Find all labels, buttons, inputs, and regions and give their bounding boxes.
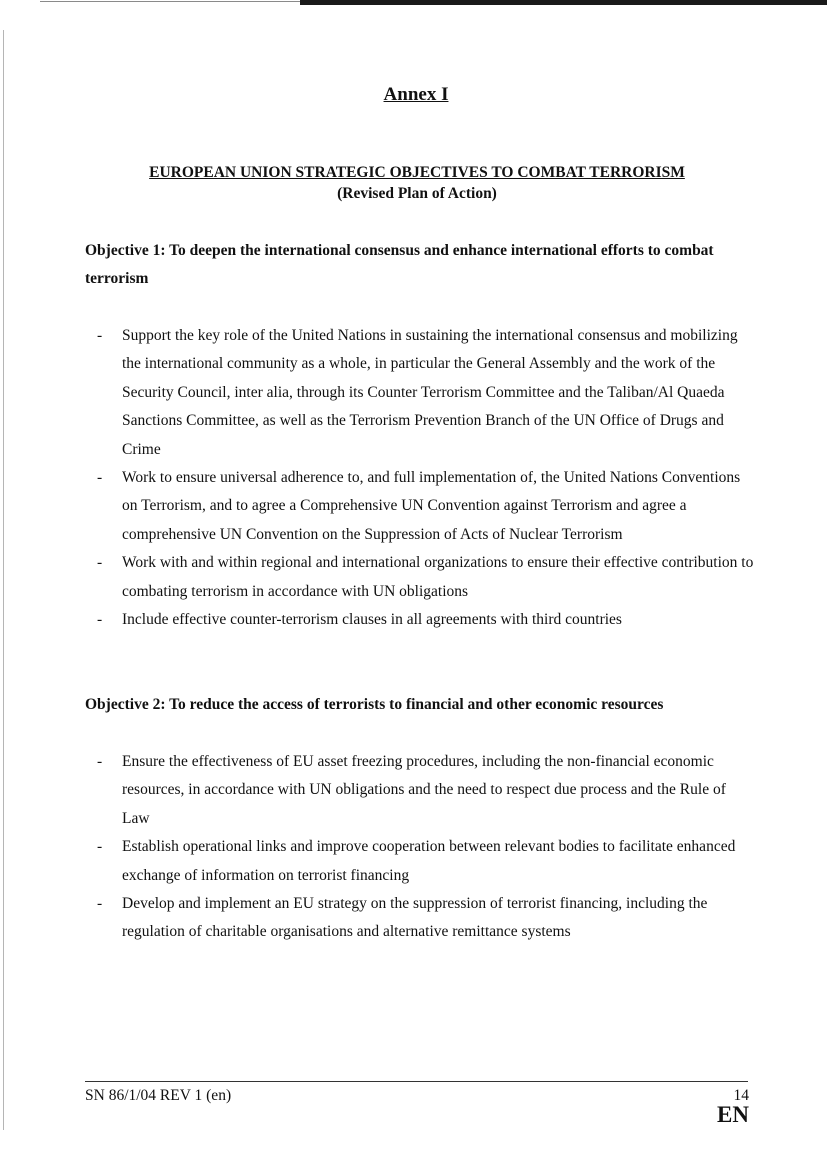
list-item: [94, 833, 754, 890]
annex-title: Annex I: [383, 84, 449, 105]
document-heading: EUROPEAN UNION STRATEGIC OBJECTIVES TO COMBAT TERRORISM: [149, 164, 685, 181]
top-border-thin: [40, 1, 300, 2]
bullet-dash: -: [97, 327, 103, 344]
footer-divider: [85, 1081, 748, 1082]
list-item: [94, 322, 754, 464]
bullet-dash: -: [97, 611, 103, 629]
objective-2-title: Objective 2: To reduce the access of terrorists to financial and other economic resources: [85, 696, 664, 713]
list-item-text: Work to ensure universal adherence to, and full implementation of, the United Nations Conventions on Terrorism, and to agree a Comprehensive UN Convention against Terrorism and agree a comprehensive UN Convention on the Suppression of Acts of Nuclear Terrorism: [122, 469, 741, 543]
list-item-text: Establish operational links and improve cooperation between relevant bodies to facilitate enhanced exchange of information on terrorist financing: [122, 838, 736, 884]
list-item-text: Include effective counter-terrorism clauses in all agreements with third countries: [122, 611, 622, 629]
list-item-text: Develop and implement an EU strategy on the suppression of terrorist financing, including the regulation of charitable organisations and alternative remittance systems: [122, 895, 708, 941]
bullet-dash: -: [97, 753, 103, 770]
list-item: [94, 606, 754, 634]
objective-2-list: [94, 748, 754, 947]
objective-1-list: [94, 322, 754, 634]
list-item-text: Ensure the effectiveness of EU asset freezing procedures, including the non-financial economic resources, in accordance with UN obligations and the need to respect due process and the Rule of Law: [122, 753, 726, 827]
bullet-dash: -: [97, 554, 103, 572]
bullet-dash: -: [97, 838, 103, 856]
bullet-dash: -: [97, 895, 103, 913]
list-item: [94, 549, 754, 606]
list-item-text: Work with and within regional and international organizations to ensure their effective contribution to combating terrorism in accordance with UN obligations: [122, 554, 754, 600]
bullet-dash: -: [97, 469, 103, 487]
list-item-text: Support the key role of the United Nations in sustaining the international consensus and mobilizing the international community as a whole, in particular the General Assembly and the work of the Security Council, inter alia, through its Counter Terrorism Committee and the Taliban/Al Quaeda Sanctions Committee, as well as the Terrorism Prevention Branch of the UN Office of Drugs and Crime: [122, 327, 738, 458]
document-subheading: (Revised Plan of Action): [337, 185, 497, 202]
document-reference: SN 86/1/04 REV 1 (en): [85, 1087, 232, 1104]
language-code: EN: [717, 1102, 749, 1127]
page-number: 14: [733, 1087, 749, 1104]
objective-1-title: Objective 1: To deepen the international consensus and enhance international efforts to combat terrorism: [85, 242, 714, 287]
list-item: [94, 748, 754, 833]
top-border: [300, 0, 827, 5]
list-item: [94, 890, 754, 947]
list-item: [94, 464, 754, 549]
